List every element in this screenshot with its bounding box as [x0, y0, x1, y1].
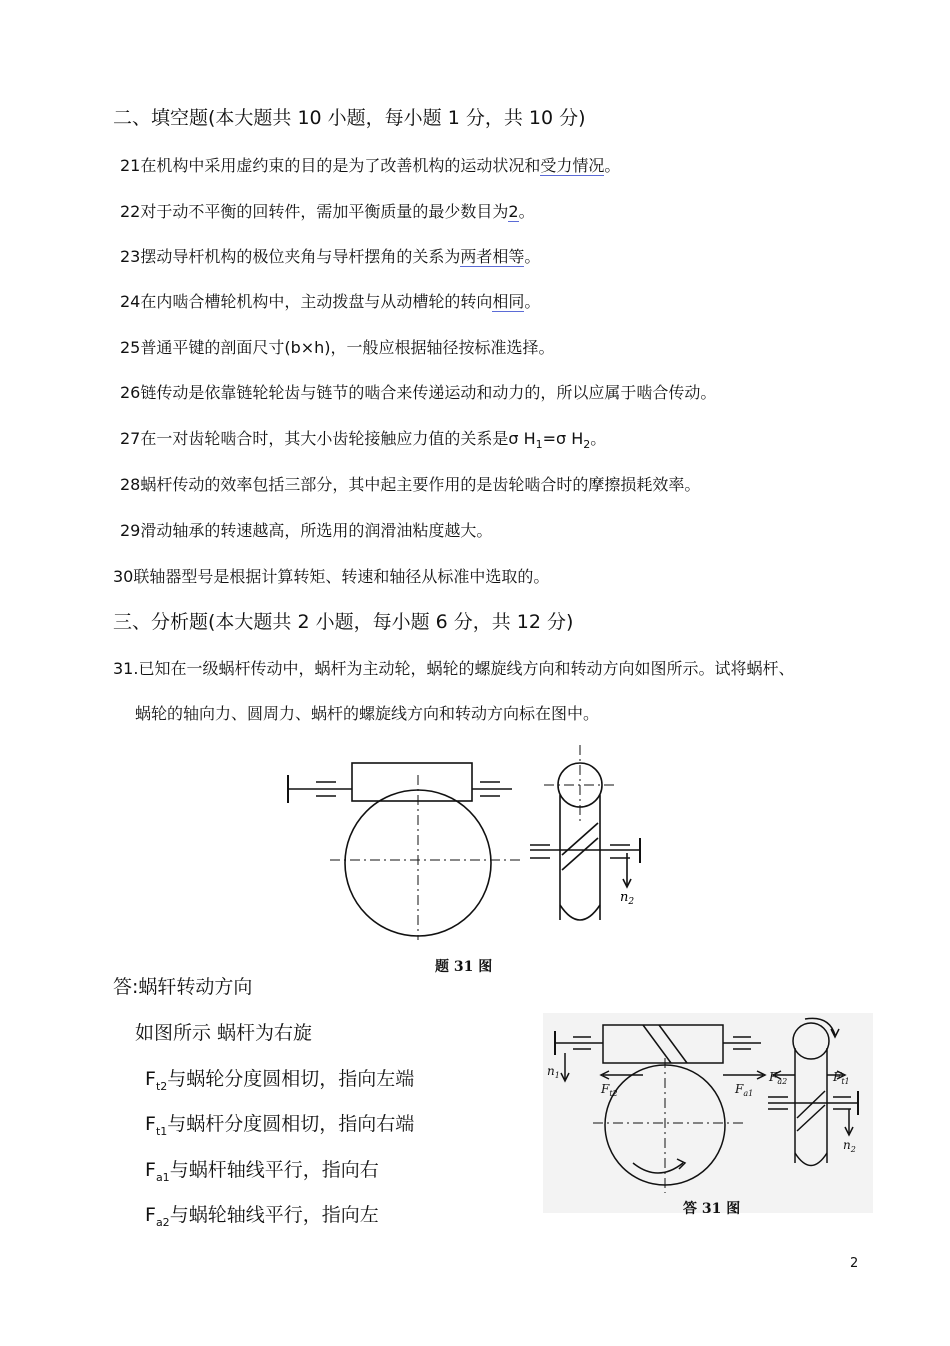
answer-31-ft2-label: $F_{t2}$ — [601, 1082, 618, 1098]
section-3-title: 三、分析题(本大题共 2 小题，每小题 6 分，共 12 分) — [113, 611, 574, 633]
question-21-text: 21在机构中采用虚约束的目的是为了改善机构的运动状况和 — [120, 156, 541, 175]
answer-31-n2-label: $n_2$ — [843, 1138, 856, 1154]
answer-fa1-text: 与蜗杆轴线平行，指向右 — [169, 1159, 379, 1181]
figure-31-n2-label: $n_2$ — [620, 890, 635, 907]
answer-31-diagram — [543, 1013, 873, 1213]
question-29: 29滑动轴承的转速越高，所选用的润滑油粘度越大。 — [120, 521, 493, 540]
answer-31-fa1-label: $F_{a1}$ — [735, 1082, 754, 1098]
answer-ft1 — [145, 1109, 414, 1138]
answer-fa2-sub: a2 — [155, 1215, 170, 1229]
question-24-answer: 相同 — [492, 292, 525, 311]
answer-ft1-sub: t1 — [155, 1124, 168, 1138]
figure-31-diagram — [280, 735, 660, 945]
answer-ft2-sub: t2 — [155, 1079, 168, 1093]
answer-fa2-symbol: F — [145, 1204, 156, 1226]
answer-fa2 — [145, 1200, 379, 1229]
answer-31-fa2-label: $F_{a2}$ — [769, 1070, 788, 1086]
answer-ft2-symbol: F — [145, 1068, 156, 1090]
question-27-text: 27在一对齿轮啮合时，其大小齿轮接触应力值的关系是σ H — [120, 429, 536, 448]
page-number: 2 — [850, 1256, 859, 1271]
answer-fa2-text: 与蜗轮轴线平行，指向左 — [169, 1204, 379, 1226]
question-31-line1: 31.已知在一级蜗杆传动中，蜗杆为主动轮，蜗轮的螺旋线方向和转动方向如图所示。试将蜗杆、 — [113, 659, 795, 678]
question-23-tail: 。 — [524, 247, 541, 266]
question-27-sub2: 2 — [583, 438, 591, 452]
question-27-tail: 。 — [590, 429, 607, 448]
question-22 — [120, 199, 535, 222]
answer-fa1-symbol: F — [145, 1159, 156, 1181]
answer-fa1 — [145, 1155, 379, 1184]
question-31-line2: 蜗轮的轴向力、圆周力、蜗杆的螺旋线方向和转动方向标在图中。 — [135, 704, 600, 723]
question-27-mid: =σ H — [542, 429, 584, 448]
question-22-tail: 。 — [518, 202, 535, 221]
question-23 — [120, 244, 540, 267]
question-26: 26链传动是依靠链轮轮齿与链节的啮合来传递运动和动力的，所以应属于啮合传动。 — [120, 383, 717, 402]
answer-ft2-text: 与蜗轮分度圆相切，指向左端 — [167, 1068, 415, 1090]
question-24 — [120, 289, 540, 312]
answer-ft1-symbol: F — [145, 1113, 156, 1135]
answer-ft1-text: 与蜗杆分度圆相切，指向右端 — [167, 1113, 415, 1135]
question-22-text: 22对于动不平衡的回转件，需加平衡质量的最少数目为 — [120, 202, 509, 221]
question-21 — [120, 153, 620, 176]
question-30: 30联轴器型号是根据计算转矩、转速和轴径从标准中选取的。 — [113, 567, 550, 586]
answer-31-caption: 答 31 图 — [683, 1201, 741, 1217]
question-21-tail: 。 — [604, 156, 621, 175]
answer-31-n1-label: $n_1$ — [547, 1064, 560, 1080]
question-23-answer: 两者相等 — [460, 247, 525, 266]
answer-fa1-sub: a1 — [155, 1170, 170, 1184]
answer-line1: 答:蜗轩转动方向 — [113, 976, 253, 998]
question-27 — [120, 426, 606, 451]
question-28: 28蜗杆传动的效率包括三部分，其中起主要作用的是齿轮啮合时的摩擦损耗效率。 — [120, 475, 701, 494]
question-27-sub1: 1 — [535, 438, 543, 452]
question-25: 25普通平键的剖面尺寸(b×h)，一般应根据轴径按标准选择。 — [120, 338, 555, 357]
answer-ft2 — [145, 1064, 414, 1093]
question-22-answer: 2 — [508, 202, 519, 221]
question-24-text: 24在内啮合槽轮机构中，主动拨盘与从动槽轮的转向 — [120, 292, 493, 311]
question-23-text: 23摆动导杆机构的极位夹角与导杆摆角的关系为 — [120, 247, 461, 266]
question-21-answer: 受力情况 — [540, 156, 605, 175]
answer-31-ft1-label: $F_{t1}$ — [833, 1070, 850, 1086]
question-24-tail: 。 — [524, 292, 541, 311]
answer-line2: 如图所示 蜗杆为右旋 — [135, 1022, 313, 1044]
figure-31-caption: 题 31 图 — [435, 959, 493, 975]
section-2-title: 二、填空题(本大题共 10 小题，每小题 1 分，共 10 分) — [113, 107, 586, 129]
